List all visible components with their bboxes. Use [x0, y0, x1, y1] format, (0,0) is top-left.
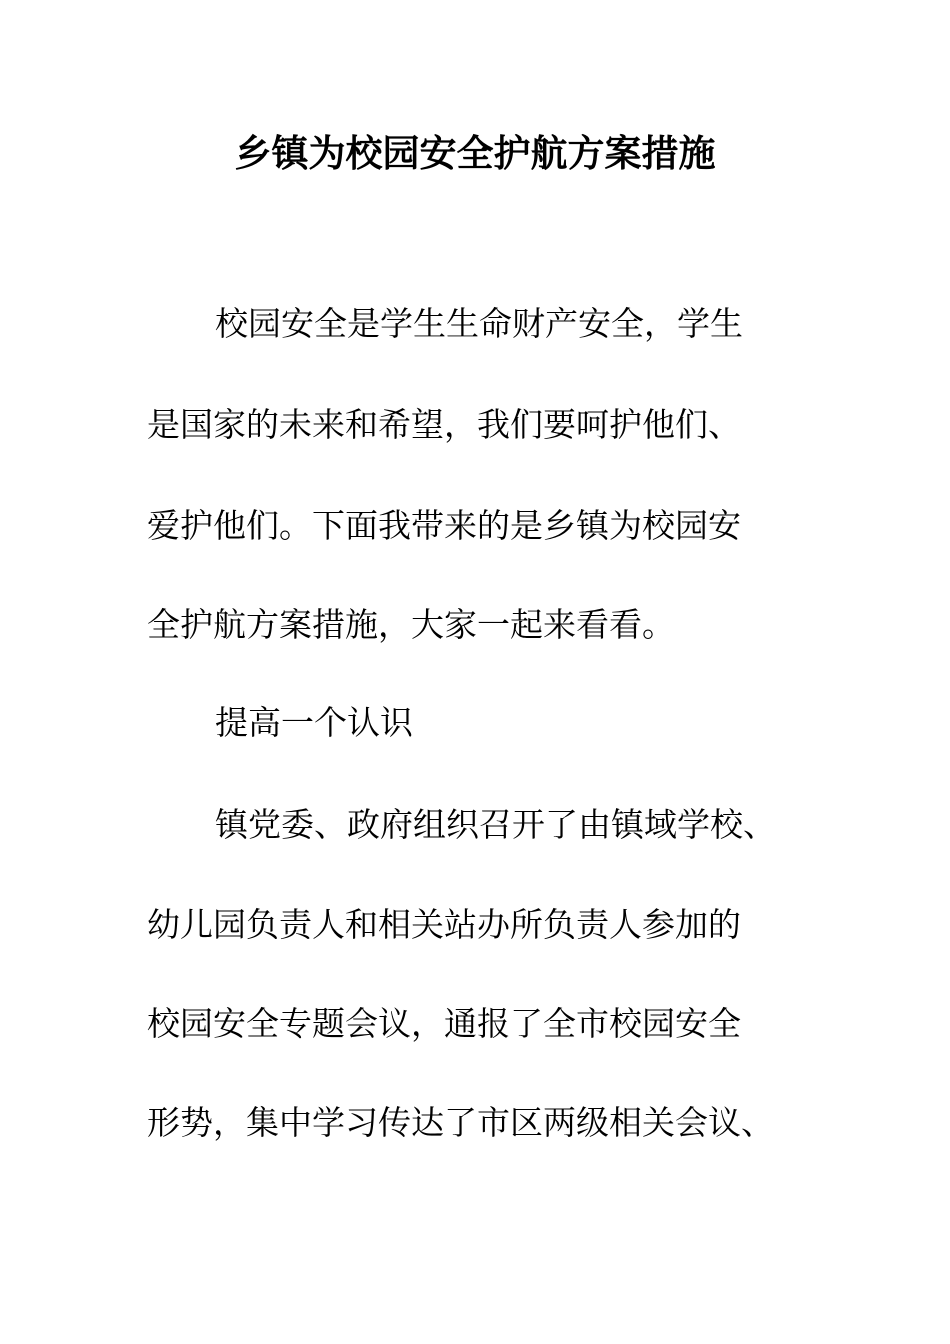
paragraph-line: 幼儿园负责人和相关站办所负责人参加的	[147, 905, 741, 944]
paragraph-line: 是国家的未来和希望，我们要呵护他们、	[147, 405, 741, 444]
document-title: 乡镇为校园安全护航方案措施	[234, 131, 716, 175]
paragraph-line: 爱护他们。下面我带来的是乡镇为校园安	[147, 506, 741, 545]
paragraph-line: 校园安全是学生生命财产安全，学生	[215, 304, 743, 343]
paragraph-line: 镇党委、政府组织召开了由镇域学校、	[215, 805, 776, 844]
paragraph-line: 校园安全专题会议，通报了全市校园安全	[147, 1004, 741, 1043]
paragraph-line: 全护航方案措施，大家一起来看看。	[147, 605, 675, 644]
paragraph-line: 形势，集中学习传达了市区两级相关会议、	[147, 1103, 774, 1142]
section-heading: 提高一个认识	[215, 703, 413, 742]
